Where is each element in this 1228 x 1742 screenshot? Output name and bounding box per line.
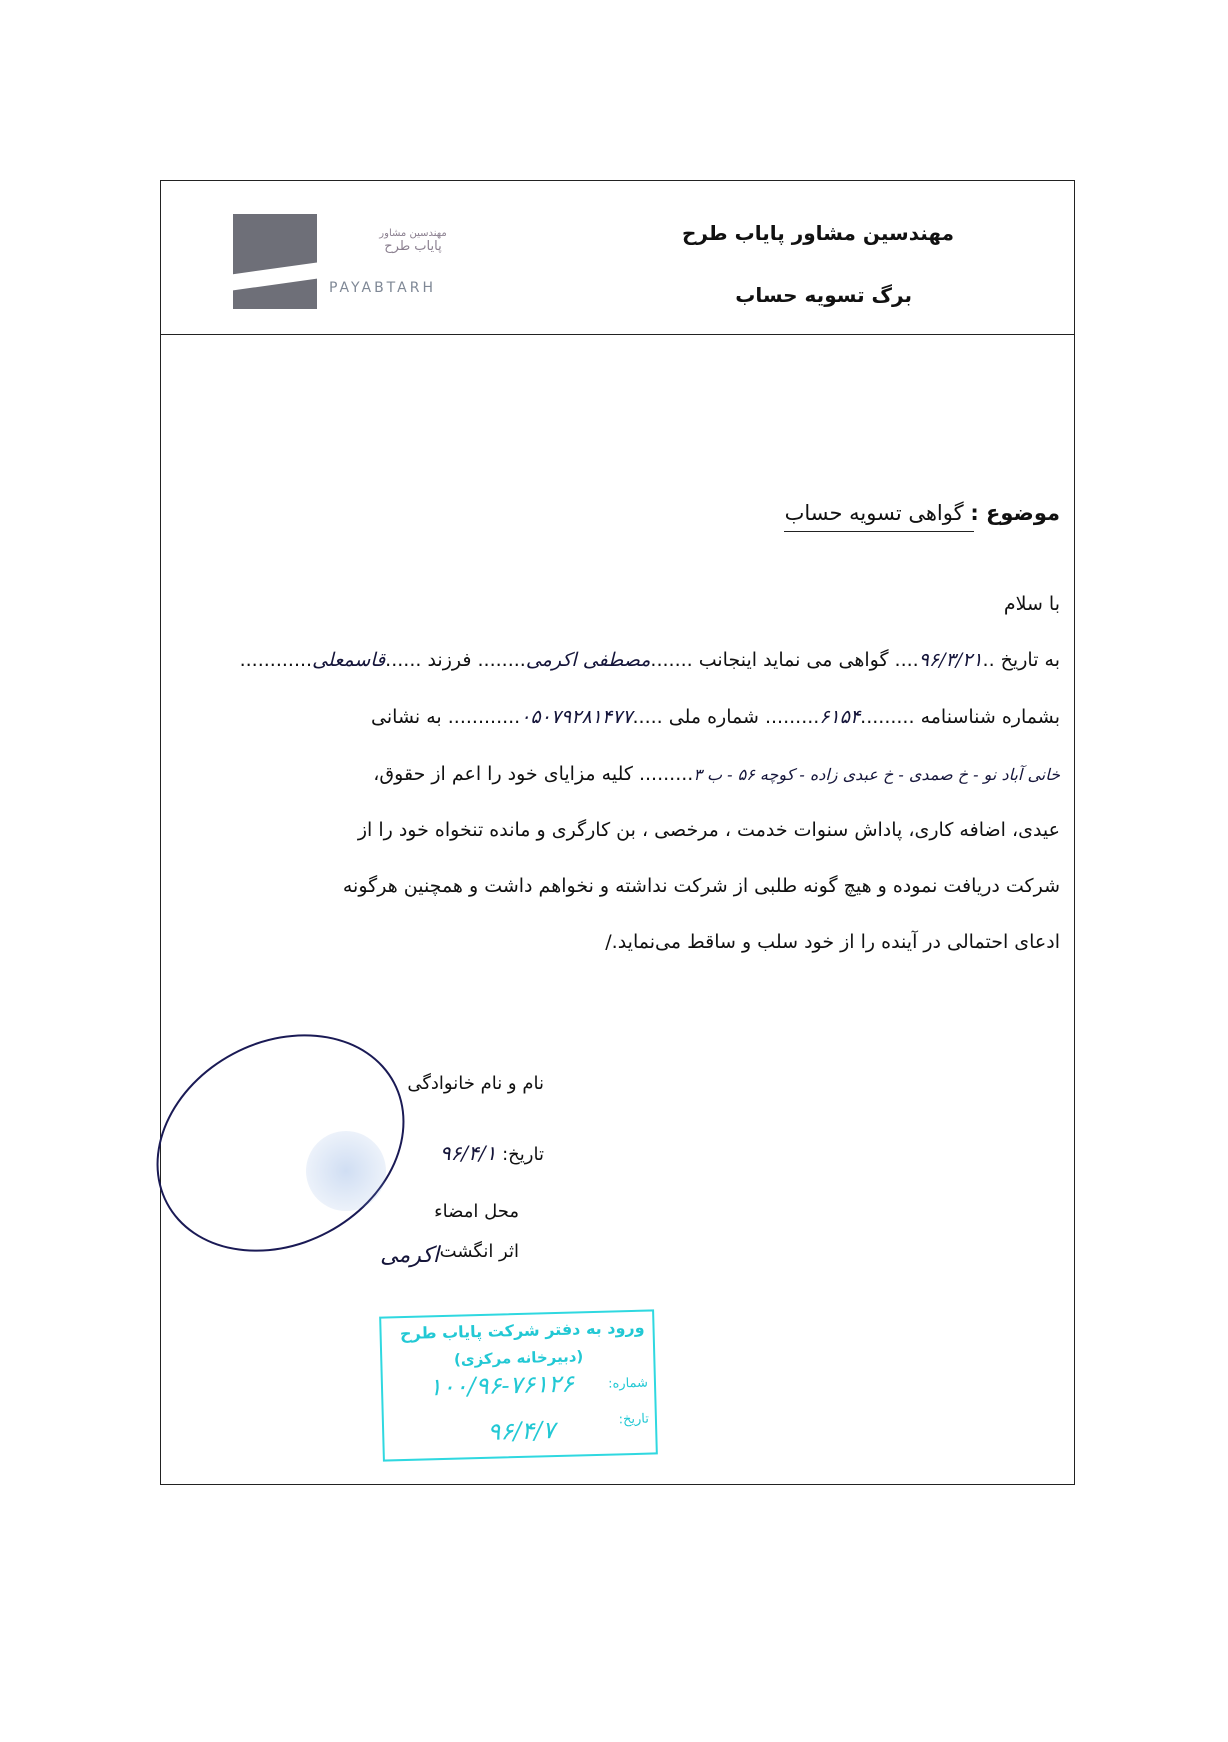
text-certifies: گواهی می نماید اینجانب <box>698 649 889 671</box>
stamp-number-value: ۱۰۰/۹۶-۷۶۱۲۶ <box>428 1369 575 1402</box>
stamp-number-label: شماره: <box>607 1375 649 1392</box>
document-header <box>161 181 1074 335</box>
body-line-1: به تاریخ ..۹۶/۳/۲۱.... گواهی می نماید اینجانب .......مصطفی اکرمی........ فرزند ......قاسمعلی............ <box>239 649 1060 671</box>
name-label: نام و نام خانوادگی <box>407 1073 544 1094</box>
subject-label: موضوع : <box>970 501 1060 525</box>
stamp-date-value: ۹۶/۴/۷ <box>487 1416 556 1446</box>
address-value: خانی آباد نو - خ صمدی - خ عبدی زاده - کوچه ۵۶ - ب ۳ <box>693 765 1060 784</box>
document-frame <box>160 180 1075 1485</box>
body-line-5: شرکت دریافت نموده و هیچ گونه طلبی از شرکت نداشته و نخواهم داشت و همچنین هرگونه <box>342 875 1060 897</box>
text-address: به نشانی <box>371 706 442 728</box>
handwritten-signature-name: اکرمی <box>380 1243 439 1268</box>
logo-en-text: PAYABTARH <box>329 280 436 296</box>
body-line-6: ادعای احتمالی در آینده را از خود سلب و ساقط می‌نماید./ <box>605 931 1060 953</box>
company-logo <box>233 214 503 309</box>
text-at-date: به تاریخ <box>1000 649 1060 671</box>
fingerprint-label: اثر انگشت <box>439 1241 519 1262</box>
id-number-value: ۶۱۵۴ <box>819 706 861 728</box>
subject-underline <box>784 531 974 532</box>
logo-fa-text: پایاب طرح <box>384 239 442 254</box>
text-child-of: فرزند <box>427 649 472 671</box>
body-line-2: بشماره شناسنامه .........۶۱۵۴......... شماره ملی .....۰۵۰۷۹۲۸۱۴۷۷............ به نشانی <box>371 706 1060 728</box>
employee-name: مصطفی اکرمی <box>525 649 651 671</box>
form-title: برگ تسویه حساب <box>735 283 912 307</box>
sign-date-value: ۹۶/۴/۱ <box>439 1141 497 1165</box>
stamp-subtitle: (دبیرخانه مرکزی) <box>453 1347 584 1369</box>
sign-date-label: تاریخ: <box>502 1144 544 1165</box>
subject-line <box>785 501 1060 525</box>
body-line-3: خانی آباد نو - خ صمدی - خ عبدی زاده - کوچه ۵۶ - ب ۳......... کلیه مزایای خود را اعم از حقوق، <box>373 763 1060 785</box>
greeting: با سلام <box>1003 593 1060 615</box>
sign-place-label: محل امضاء <box>434 1201 519 1222</box>
subject-text: گواهی تسویه حساب <box>784 501 964 525</box>
text-all-benefits: کلیه مزایای خود را اعم از حقوق، <box>373 763 633 785</box>
logo-mark-icon <box>233 214 317 309</box>
father-name: قاسمعلی <box>312 649 386 671</box>
company-name: مهندسین مشاور پایاب طرح <box>681 221 954 245</box>
date-value: ۹۶/۳/۲۱ <box>918 649 983 671</box>
national-code-value: ۰۵۰۷۹۲۸۱۴۷۷ <box>520 706 633 728</box>
text-id-number: بشماره شناسنامه <box>920 706 1060 728</box>
stamp-title: ورود به دفتر شرکت پایاب طرح <box>399 1317 645 1344</box>
stamp-date-label: تاریخ: <box>618 1411 650 1428</box>
logo-fa-small: مهندسین مشاور <box>379 228 447 239</box>
body-line-4: عیدی، اضافه کاری، پاداش سنوات خدمت ، مرخصی ، بن کارگری و مانده تنخواه خود را از <box>357 819 1060 841</box>
entry-stamp <box>379 1309 658 1461</box>
sign-date-row <box>440 1141 544 1165</box>
text-national-code: شماره ملی <box>668 706 759 728</box>
fingerprint-mark <box>306 1131 386 1211</box>
